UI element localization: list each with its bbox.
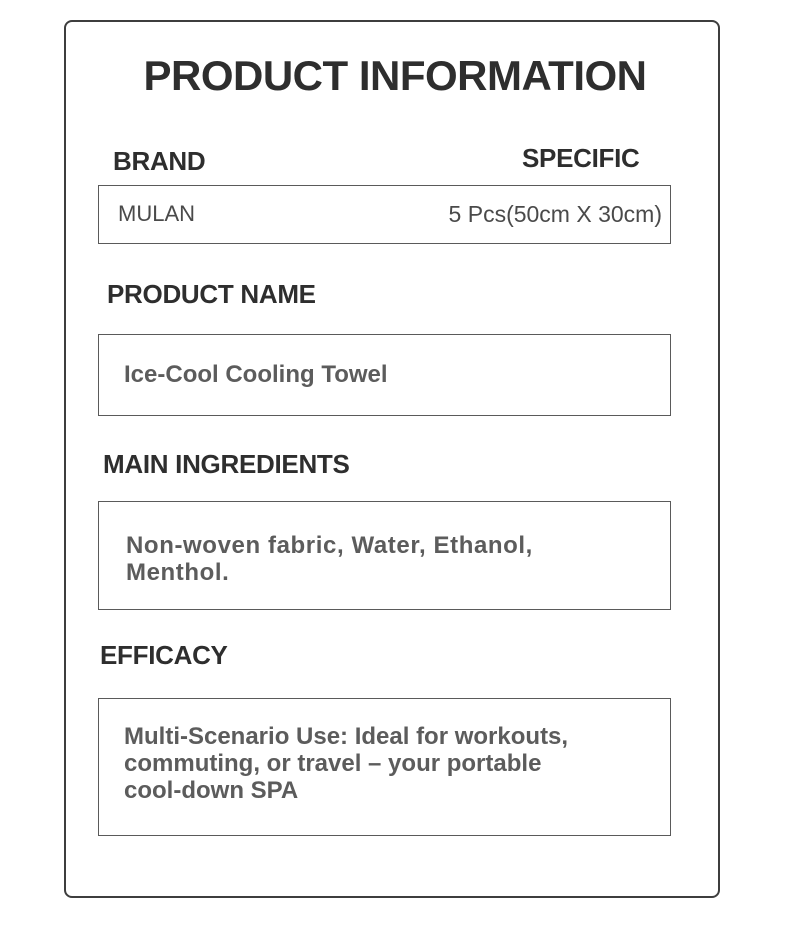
- efficacy-label: EFFICACY: [100, 640, 228, 670]
- efficacy-line: commuting, or travel – your portable: [124, 750, 542, 777]
- product-name-label: PRODUCT NAME: [107, 279, 316, 309]
- efficacy-line: cool-down SPA: [124, 777, 299, 804]
- product-name-box: [98, 334, 671, 416]
- main-ingredients-text: [126, 532, 533, 586]
- efficacy-line: Multi-Scenario Use: Ideal for workouts,: [124, 723, 569, 750]
- main-ingredients-box: [98, 501, 671, 610]
- efficacy-box: [98, 698, 671, 836]
- specific-value: 5 Pcs(50cm X 30cm): [448, 201, 662, 227]
- brand-specific-box: [98, 185, 671, 244]
- specific-label: SPECIFIC: [522, 143, 640, 173]
- brand-label: BRAND: [113, 146, 206, 176]
- ingredients-line: Non-woven fabric, Water, Ethanol,: [126, 532, 533, 559]
- main-ingredients-label: MAIN INGREDIENTS: [103, 449, 350, 479]
- ingredients-line: Menthol.: [126, 559, 230, 586]
- brand-value: MULAN: [118, 201, 196, 226]
- efficacy-text: [124, 723, 568, 804]
- product-name-value: Ice-Cool Cooling Towel: [124, 361, 388, 388]
- page-title: PRODUCT INFORMATION: [143, 52, 647, 99]
